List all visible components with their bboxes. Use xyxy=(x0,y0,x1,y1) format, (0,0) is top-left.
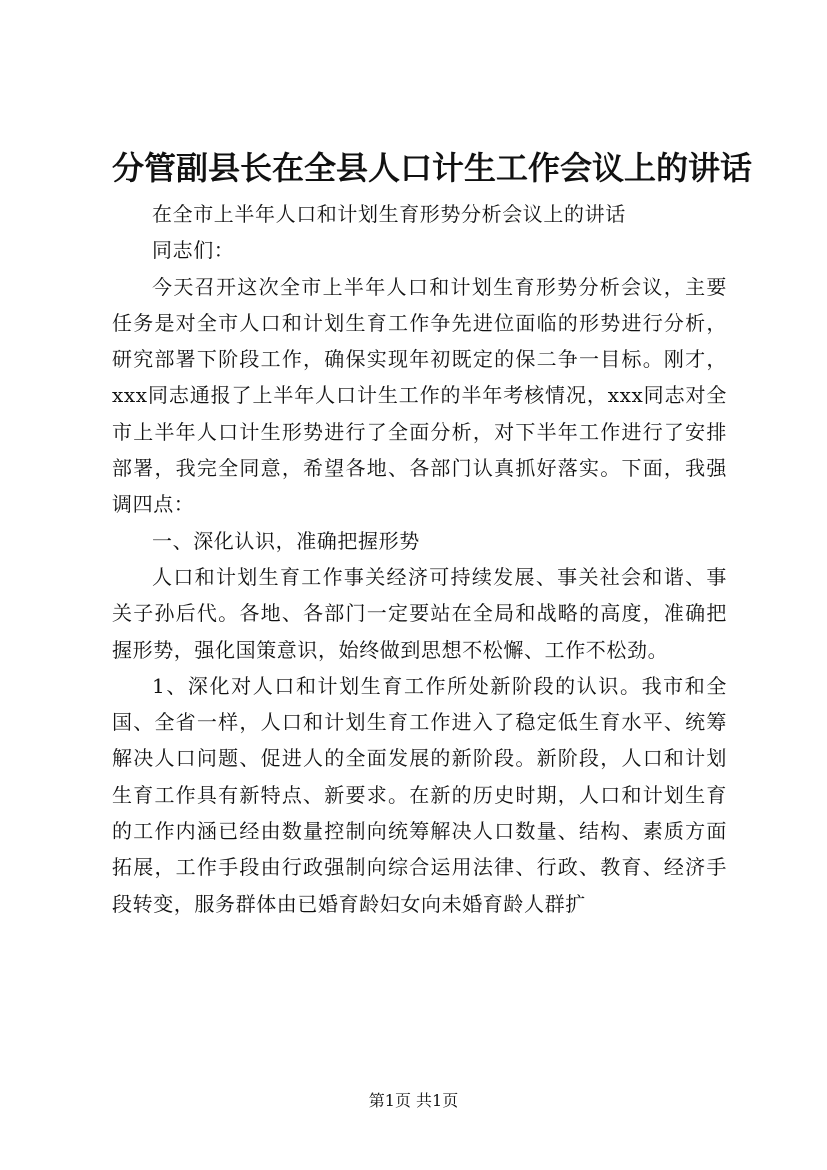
paragraph-intro: 今天召开这次全市上半年人口和计划生育形势分析会议，主要任务是对全市人口和计划生育工作争先进位面临的形势进行分析，研究部署下阶段工作，确保实现年初既定的保二争一目标。刚才，xxx同志通报了上半年人口计生工作的半年考核情况，xxx同志对全市上半年人口计生形势进行了全面分析，对下半年工作进行了安排部署，我完全同意，希望各地、各部门认真抓好落实。下面，我强调四点： xyxy=(112,274,727,517)
paragraph-salutation: 同志们： xyxy=(152,238,235,263)
document-title: 分管副县长在全县人口计生工作会议上的讲话 xyxy=(112,149,753,187)
section-heading-1: 一、深化认识，准确把握形势 xyxy=(152,528,420,553)
page-footer: 第1页 共1页 xyxy=(368,1091,459,1110)
paragraph-subtitle: 在全市上半年人口和计划生育形势分析会议上的讲话 xyxy=(152,202,626,226)
paragraph-section-1: 人口和计划生育工作事关经济可持续发展、事关社会和谐、事关子孙后代。各地、各部门一定要站在全局和战略的高度，准确把握形势，强化国策意识，始终做到思想不松懈、工作不松劲。 xyxy=(112,564,727,662)
document-body xyxy=(112,196,727,922)
paragraph-point-1: 1、深化对人口和计划生育工作所处新阶段的认识。我市和全国、全省一样，人口和计划生育工作进入了稳定低生育水平、统筹解决人口问题、促进人的全面发展的新阶段。新阶段，人口和计划生育工作具有新特点、新要求。在新的历史时期，人口和计划生育的工作内涵已经由数量控制向统筹解决人口数量、结构、素质方面拓展，工作手段由行政强制向综合运用法律、行政、教育、经济手段转变，服务群体由已婚育龄妇女向未婚育龄人群扩 xyxy=(112,673,727,916)
